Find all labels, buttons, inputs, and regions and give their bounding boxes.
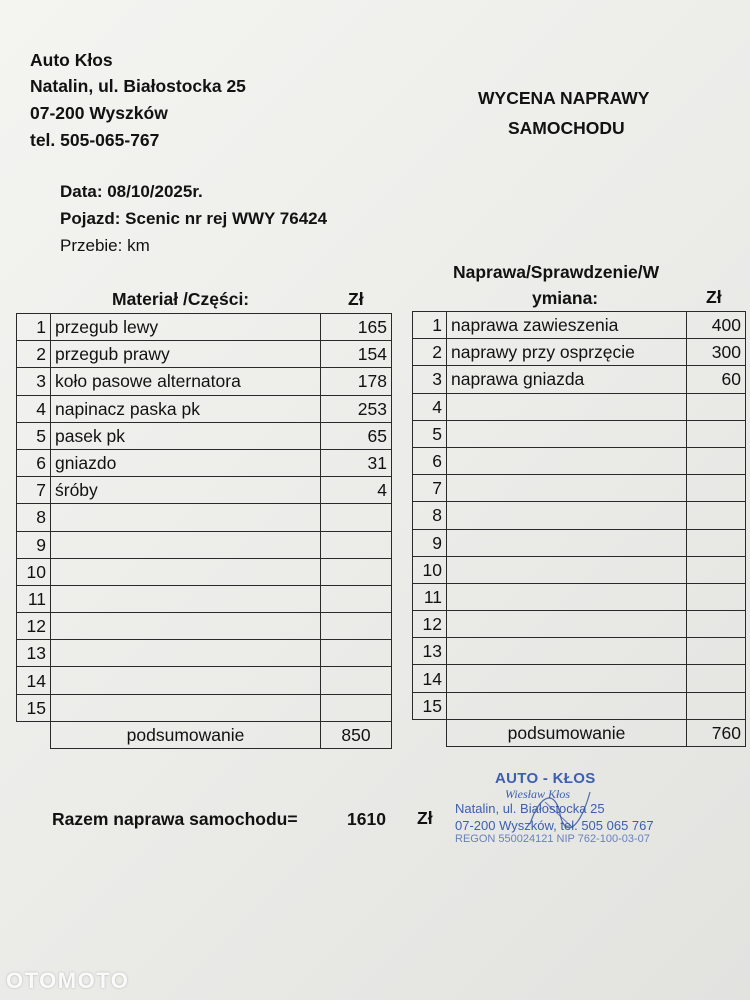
- materials-row: [17, 314, 392, 341]
- repairs-row-name: [447, 475, 687, 502]
- repairs-row-name: naprawy przy osprzęcie: [447, 339, 687, 366]
- materials-row: [17, 531, 392, 558]
- repairs-row-number: 5: [413, 420, 447, 447]
- materials-row-number: 15: [17, 694, 51, 721]
- signature-scribble-icon: [525, 784, 595, 834]
- estimate-date: Data: 08/10/2025r.: [60, 182, 203, 201]
- repairs-row-value: [687, 583, 746, 610]
- materials-row-number: 6: [17, 449, 51, 476]
- materials-row-value: [321, 585, 392, 612]
- repairs-row-value: [687, 556, 746, 583]
- materials-row-value: 4: [321, 477, 392, 504]
- materials-row-value: 253: [321, 395, 392, 422]
- materials-row-value: [321, 531, 392, 558]
- materials-row: [17, 640, 392, 667]
- repairs-header-line2: ymiana:: [532, 288, 599, 308]
- repairs-row-value: [687, 475, 746, 502]
- materials-row-number: 9: [17, 531, 51, 558]
- materials-row-number: 3: [17, 368, 51, 395]
- repairs-row: [413, 638, 746, 665]
- repairs-row-value: [687, 420, 746, 447]
- repairs-row: [413, 502, 746, 529]
- repairs-row: [413, 312, 746, 339]
- repairs-summary-label: podsumowanie: [447, 719, 687, 746]
- repairs-row: [413, 339, 746, 366]
- document-title-line2: SAMOCHODU: [508, 118, 625, 138]
- materials-row: [17, 558, 392, 585]
- materials-row: [17, 667, 392, 694]
- stamp-registry: REGON 550024121 NIP 762-100-03-07: [455, 833, 650, 845]
- materials-row-name: [51, 585, 321, 612]
- materials-row-name: [51, 694, 321, 721]
- materials-row: [17, 341, 392, 368]
- total-currency: Zł: [417, 808, 433, 828]
- materials-row-value: 165: [321, 314, 392, 341]
- repairs-row-number: 11: [413, 583, 447, 610]
- repairs-row-number: 2: [413, 339, 447, 366]
- document-title-line1: WYCENA NAPRAWY: [478, 88, 650, 108]
- company-stamp: [455, 770, 655, 850]
- repairs-row-name: [447, 638, 687, 665]
- repairs-row-number: 15: [413, 692, 447, 719]
- repairs-row-number: 12: [413, 611, 447, 638]
- repairs-row-name: naprawa gniazda: [447, 366, 687, 393]
- materials-row-name: [51, 667, 321, 694]
- materials-summary-value: 850: [321, 721, 392, 748]
- materials-row-name: pasek pk: [51, 422, 321, 449]
- repairs-row-number: 3: [413, 366, 447, 393]
- stamp-owner: Wiesław Kłos: [505, 787, 571, 801]
- repairs-row-value: [687, 692, 746, 719]
- repairs-row-number: 9: [413, 529, 447, 556]
- materials-row-name: gniazdo: [51, 449, 321, 476]
- materials-row-name: śróby: [51, 477, 321, 504]
- materials-row: [17, 368, 392, 395]
- materials-row-value: 178: [321, 368, 392, 395]
- materials-row: [17, 585, 392, 612]
- materials-row-name: [51, 558, 321, 585]
- materials-row-value: [321, 558, 392, 585]
- repairs-row: [413, 583, 746, 610]
- repairs-summary-value: 760: [687, 719, 746, 746]
- repairs-row-value: 400: [687, 312, 746, 339]
- materials-row: [17, 613, 392, 640]
- materials-row: [17, 449, 392, 476]
- vehicle-info: Pojazd: Scenic nr rej WWY 76424: [60, 209, 328, 228]
- repairs-row: [413, 447, 746, 474]
- otomoto-watermark: OTOMOTO: [6, 968, 130, 993]
- repairs-row-number: 6: [413, 447, 447, 474]
- repairs-row-name: [447, 502, 687, 529]
- repairs-row-value: [687, 393, 746, 420]
- repairs-row: [413, 393, 746, 420]
- repairs-row-number: 4: [413, 393, 447, 420]
- materials-row: [17, 477, 392, 504]
- materials-row-number: 1: [17, 314, 51, 341]
- repairs-row-value: [687, 611, 746, 638]
- company-name: Auto Kłos: [30, 50, 113, 70]
- materials-row-number: 5: [17, 422, 51, 449]
- materials-row-value: [321, 694, 392, 721]
- repairs-row-number: 14: [413, 665, 447, 692]
- materials-row-name: [51, 531, 321, 558]
- repairs-row-number: 13: [413, 638, 447, 665]
- repairs-table: [412, 311, 746, 747]
- repairs-row-name: [447, 420, 687, 447]
- stamp-city-phone: 07-200 Wyszków, tel. 505 065 767: [455, 818, 654, 833]
- repairs-row-name: [447, 665, 687, 692]
- repairs-row-name: [447, 692, 687, 719]
- materials-row-name: koło pasowe alternatora: [51, 368, 321, 395]
- repairs-row-value: [687, 529, 746, 556]
- repairs-row-name: naprawa zawieszenia: [447, 312, 687, 339]
- repairs-row-value: [687, 447, 746, 474]
- materials-row-value: [321, 613, 392, 640]
- repairs-row-number: 10: [413, 556, 447, 583]
- repairs-row: [413, 475, 746, 502]
- materials-row-value: [321, 640, 392, 667]
- materials-row-number: 7: [17, 477, 51, 504]
- repairs-currency-header: Zł: [706, 287, 722, 307]
- repairs-row-number: 7: [413, 475, 447, 502]
- repairs-row-number: 1: [413, 312, 447, 339]
- materials-header: Materiał /Części:: [112, 289, 250, 309]
- materials-row-name: [51, 640, 321, 667]
- materials-table: [16, 313, 392, 749]
- materials-summary-label: podsumowanie: [51, 721, 321, 748]
- repairs-row-name: [447, 556, 687, 583]
- repairs-summary-row: [413, 719, 746, 746]
- repairs-row-value: [687, 502, 746, 529]
- materials-row-name: napinacz paska pk: [51, 395, 321, 422]
- materials-row: [17, 395, 392, 422]
- materials-row: [17, 422, 392, 449]
- repairs-row: [413, 692, 746, 719]
- repairs-row: [413, 529, 746, 556]
- company-address-line1: Natalin, ul. Białostocka 25: [30, 76, 246, 96]
- repairs-row-name: [447, 583, 687, 610]
- materials-currency-header: Zł: [348, 289, 364, 309]
- materials-row-value: [321, 504, 392, 531]
- materials-row-name: przegub prawy: [51, 341, 321, 368]
- company-phone: tel. 505-065-767: [30, 130, 160, 150]
- materials-row-value: [321, 667, 392, 694]
- materials-row-name: [51, 504, 321, 531]
- materials-row-number: 4: [17, 395, 51, 422]
- repairs-header-line1: Naprawa/Sprawdzenie/W: [453, 262, 660, 282]
- repairs-row: [413, 611, 746, 638]
- repairs-row-value: 60: [687, 366, 746, 393]
- materials-row-name: [51, 613, 321, 640]
- materials-row-name: przegub lewy: [51, 314, 321, 341]
- materials-row-number: 11: [17, 585, 51, 612]
- repairs-row: [413, 366, 746, 393]
- repairs-summary-spacer: [413, 719, 447, 746]
- materials-row: [17, 504, 392, 531]
- repairs-row-name: [447, 447, 687, 474]
- materials-row-value: 154: [321, 341, 392, 368]
- materials-summary-spacer: [17, 721, 51, 748]
- vehicle-mileage: Przebie: km: [60, 236, 150, 255]
- materials-row-value: 65: [321, 422, 392, 449]
- materials-summary-row: [17, 721, 392, 748]
- repairs-row-value: 300: [687, 339, 746, 366]
- repairs-row-name: [447, 393, 687, 420]
- company-address-line2: 07-200 Wyszków: [30, 103, 168, 123]
- materials-row-number: 2: [17, 341, 51, 368]
- materials-row-value: 31: [321, 449, 392, 476]
- total-label: Razem naprawa samochodu=: [52, 809, 298, 829]
- stamp-address: Natalin, ul. Białostocka 25: [455, 801, 605, 816]
- materials-row-number: 8: [17, 504, 51, 531]
- materials-row-number: 13: [17, 640, 51, 667]
- materials-row: [17, 694, 392, 721]
- repairs-row-value: [687, 665, 746, 692]
- repairs-row-value: [687, 638, 746, 665]
- repairs-row-name: [447, 529, 687, 556]
- materials-row-number: 12: [17, 613, 51, 640]
- repairs-row: [413, 665, 746, 692]
- repairs-row: [413, 556, 746, 583]
- materials-row-number: 14: [17, 667, 51, 694]
- materials-row-number: 10: [17, 558, 51, 585]
- repairs-row: [413, 420, 746, 447]
- total-value: 1610: [347, 809, 386, 829]
- repairs-row-name: [447, 611, 687, 638]
- repairs-row-number: 8: [413, 502, 447, 529]
- stamp-company: AUTO - KŁOS: [495, 770, 596, 787]
